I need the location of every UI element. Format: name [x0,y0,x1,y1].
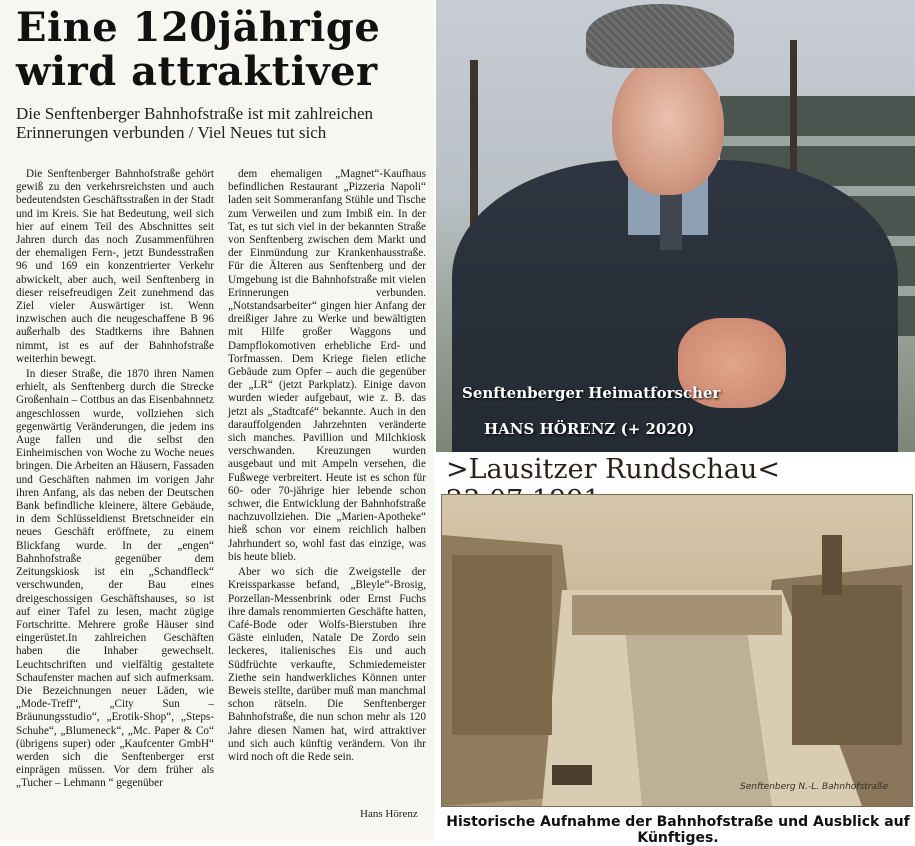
paragraph: Aber wo sich die Zweigstelle der Kreissparkasse befand, „Bleyle“-Brosig, Porzellan-Messenbrink oder Ernst Fuchs ihre damals renommierten Geschäfte hatten, Café-Bode oder Wolfs-Bierstuben ihre Gäste einluden, Natale De Zordo sein leckeres, italienisches Eis und auch Südfrüchte verkaufte, Schmiedemeister Ziethe sein handwerkliches Können unter Beweis stellte, darüber muß man manchmal schon rätseln. Die Senftenberger Bahnhofstraße, die nun schon mehr als 120 Jahre diesen Namen hat, wird attraktiver und sich auch künftig verändern. Von ihr wird noch oft die Rede sein. [228,566,426,763]
article-headline [16,6,426,94]
paragraph: In dieser Straße, die 1870 ihren Namen erhielt, als Senftenberg durch die Strecke Großenhain – Cottbus an das Eisenbahnnetz angeschlossen wurde, vollziehen sich gegenwärtig Veränderungen, die jedem ins Auge fallen und die selbst den Einheimischen von Woche zu Woche neues bringen. Die Arbeiten an Häusern, Fassaden und Geschäften nahmen im vorigen Jahr ihren Anfang, als das neben der Deutschen Bank befindliche kleinere, ältere Gebäude, in dem Schlüsseldienst Bretschneider ein neues Geschäft eröffnete, zu einem Blickfang wurde. In der „engen“ Bahnhofstraße gegenüber dem Zeitungskiosk ist ein „Schandfleck“ verschwunden, der Bau eines dreigeschossigen Geschäftshauses, so ist auf einer Tafel zu lesen, macht zügige Fortschritte. Mehrere große Häuser sind eingerüstet.In zahlreichen Geschäften haben die Inhaber gewechselt. Leuchtschriften und vielfältig gestaltete Schaufenster machen auf sich aufmerksam. Die Bezeichnungen neuer Läden, wie „Mode-Treff“, „City Sun – Bräunungsstudio“, „Erotik-Shop“, „Steps-Schuhe“, „Blumeneck“, „Mc. Paper & Co“ (übrigens super) oder „Kaufcenter GmbH“ werden sich die Senftenberger erst einprägen müssen. Vor dem früher als „Tucher – Lehmann “ gegenüber [16,368,214,790]
portrait-cap [586,4,734,68]
article-subhead: Die Senftenberger Bahnhofstraße ist mit zahlreichen Erinnerungen verbunden / Viel Neues tut sich [16,104,374,142]
paragraph: dem ehemaligen „Magnet“-Kaufhaus befindlichen Restaurant „Pizzeria Napoli“ laden seit Sommeranfang Stühle und Tische zum Verweilen und zum Imbiß ein. In der Tat, es tut sich viel in der bekannten Straße von Senftenberg zwischen dem Markt und der Einmündung zur Krankenhausstraße. Für die Älteren aus Senftenberg und der Umgebung ist die Bahnhofstraße mit vielen Erinnerungen verbunden. „Notstandsarbeiter“ gingen hier Anfang der dreißiger Jahre zu Werke und bewältigten mit Hilfe großer Waggons und Dampflokomotiven erhebliche Erd- und Torfmassen. Dem Kriege fielen etliche Gebäude zum Opfer – auch die gegenüber der „LR“ (jetzt Parkplatz). Einige davon wurden wieder aufgebaut, wie z. B. das jetzt als „Stadtcafé“ bekannte. Auch in den darauffolgenden Jahrzehnten veränderte sich manches. Pavillion und Milchkiosk verschwanden. Kreuzungen wurden ausgebaut und mit Ampeln versehen, die Fußwege verbreitert. Heute ist es schon für 60- oder 70-jährige hier lebende schon schwer, die Entwicklung der Bahnhofstraße nachzuvollziehen. Die „Marien-Apotheke“ hieß schon vor einem reichlich halben Jahrhundert so, wohl fast das einzige, was bis heute blieb. [228,168,426,563]
headline-line-2: wird attraktiver [16,48,378,95]
headline-line-1: Eine 120jährige [16,4,381,51]
article-column-2 [228,168,426,808]
portrait-caption-title: Senftenberger Heimatforscher [462,384,721,402]
article-column-1 [16,168,214,824]
newspaper-clipping [0,0,434,841]
paragraph: Die Senftenberger Bahnhofstraße gehört gewiß zu den verkehrsreichsten und auch bedeutendsten Geschäftsstraßen in der Stadt und im Kreis. Sie hat Bedeutung, weil sich hier auf einem Teil des Abschnittes seit Jahren durch das noch Zusammenführen der ehemaligen Fern-, jetzt Bundesstraßen 96 und 169 ein konzentrierter Verkehr abwickelt, aber auch, weil Senftenberg in dieser reisefreudigen Zeit zunehmend das Ziel vieler Auswärtiger ist. Wenn inzwischen auch die neugeschaffene B 96 außerhalb des Stadtkerns ihre Bahnen nimmt, ist es auf der Bahnhofstraße weiterhin bewegt. [16,168,214,365]
postcard-imprint: Senftenberg N.-L. Bahnhofstraße [740,782,889,792]
portrait-tie [660,190,682,250]
source-line: >Lausitzer Rundschau< [446,454,780,485]
historic-photo-caption: Historische Aufnahme der Bahnhofstraße und Ausblick auf Künftiges. [446,814,910,846]
portrait-face [612,55,724,195]
article-byline: Hans Hörenz [360,808,418,820]
historic-street-drawing [442,495,912,806]
portrait-caption-name: HANS HÖRENZ (+ 2020) [484,420,695,438]
historic-street-photo [441,494,913,807]
